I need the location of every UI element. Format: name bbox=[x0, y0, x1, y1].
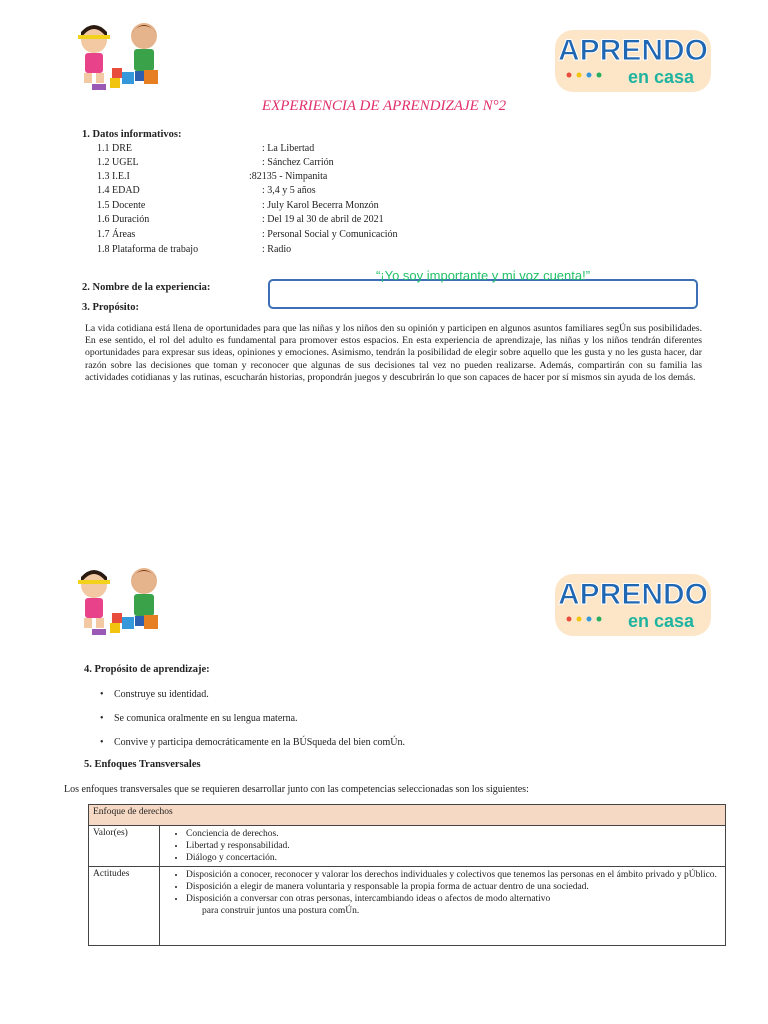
datos-value: : Del 19 al 30 de abril de 2021 bbox=[262, 214, 384, 225]
datos-row bbox=[97, 157, 457, 171]
proposito-paragraph: La vida cotidiana está llena de oportunidades para que las niñas y los niños den su opinión y participen en algunos asuntos familiares segÚn sus posibilidades. En ese sentido, el rol del adulto es fundamental para promover estos espacios. En esta experiencia de aprendizaje, las niñas y los niños tendrán diferentes oportunidades para expresar sus ideas, opiniones y emociones. Asimismo, tendrán la posibilidad de elegir sobre aquello que les gusta y no les gusta hacer, dar razón sobre las decisiones que toman y reconocer que algunas de sus decisiones tal vez no pueden realizarse. Además, compartirán con su familia las actividades cotidianas y las rutinas, escucharán historias, propondrán juegos y descubrirán lo que son capaces de hacer por sí mismos sin ayuda de los demás. bbox=[85, 323, 702, 383]
table-header-cell: Enfoque de derechos bbox=[89, 805, 726, 826]
table-row bbox=[89, 805, 726, 826]
aprendo-en-casa-logo bbox=[553, 28, 713, 94]
datos-key: 1.2 UGEL bbox=[97, 157, 139, 168]
list-item-text: Convive y participa democráticamente en la BÚSqueda del bien comÚn. bbox=[114, 737, 406, 748]
datos-row bbox=[97, 200, 457, 214]
datos-value: : Personal Social y Comunicación bbox=[262, 229, 398, 240]
list-item-text: Construye su identidad. bbox=[114, 689, 209, 700]
list-item: • Construye su identidad. bbox=[100, 689, 209, 700]
enfoques-intro: Los enfoques transversales que se requieren desarrollar junto con las competencias seleccionadas son los siguientes: bbox=[64, 784, 529, 795]
datos-row bbox=[97, 214, 457, 228]
list-item: • Diálogo y concertación. bbox=[186, 852, 721, 864]
datos-key: 1.1 DRE bbox=[97, 143, 132, 154]
datos-row bbox=[97, 244, 457, 258]
datos-key: 1.3 I.E.I bbox=[97, 171, 130, 182]
datos-row bbox=[97, 229, 457, 243]
datos-key: 1.8 Plataforma de trabajo bbox=[97, 244, 199, 255]
kids-illustration bbox=[72, 563, 172, 643]
logo-word-en-casa: en casa bbox=[627, 67, 695, 87]
datos-value: : Radio bbox=[262, 244, 292, 255]
datos-key: 1.6 Duración bbox=[97, 214, 150, 225]
datos-value: :82135 - Nimpanita bbox=[249, 171, 328, 182]
list-item-text: Se comunica oralmente en su lengua materna. bbox=[114, 713, 298, 724]
enfoques-heading: 5. Enfoques Transversales bbox=[84, 759, 201, 770]
page-title: EXPERIENCIA DE APRENDIZAJE N°2 bbox=[261, 98, 507, 114]
enfoques-table bbox=[88, 804, 726, 946]
valores-label: Valor(es) bbox=[89, 826, 160, 867]
datos-heading: 1. Datos informativos: bbox=[82, 129, 182, 140]
logo-word-aprendo: APRENDO bbox=[557, 578, 709, 611]
datos-row bbox=[97, 185, 457, 199]
datos-row bbox=[97, 143, 457, 157]
datos-value: : Sánchez Carrión bbox=[262, 157, 334, 168]
table-row bbox=[89, 826, 726, 867]
valores-cell bbox=[160, 826, 726, 867]
experiencia-name: “¡Yo soy importante y mi voz cuenta!” bbox=[375, 268, 591, 283]
table-row bbox=[89, 867, 726, 946]
actitudes-cell bbox=[160, 867, 726, 946]
aprendizaje-heading: 4. Propósito de aprendizaje: bbox=[84, 664, 210, 675]
datos-key: 1.4 EDAD bbox=[97, 185, 140, 196]
actitudes-continuation: para construir juntos una postura comÚn. bbox=[202, 906, 360, 916]
datos-row bbox=[97, 171, 457, 185]
aprendo-en-casa-logo bbox=[553, 572, 713, 638]
list-item: • Disposición a conocer, reconocer y valorar los derechos individuales y colectivos que tenemos las personas en el ámbito privado y pÚblico. bbox=[186, 869, 721, 881]
list-item: • Libertad y responsabilidad. bbox=[186, 840, 721, 852]
actitudes-label: Actitudes bbox=[89, 867, 160, 946]
experiencia-name-box bbox=[268, 279, 698, 309]
list-item: • Convive y participa democráticamente en la BÚSqueda del bien comÚn. bbox=[100, 737, 406, 748]
datos-value: : 3,4 y 5 años bbox=[262, 185, 316, 196]
logo-word-en-casa: en casa bbox=[627, 611, 695, 631]
experiencia-heading: 2. Nombre de la experiencia: bbox=[82, 282, 211, 293]
kids-illustration bbox=[72, 18, 172, 98]
list-item: • Conciencia de derechos. bbox=[186, 828, 721, 840]
list-item: • Se comunica oralmente en su lengua materna. bbox=[100, 713, 298, 724]
proposito-heading: 3. Propósito: bbox=[82, 302, 139, 313]
datos-value: : July Karol Becerra Monzón bbox=[262, 200, 379, 211]
datos-key: 1.5 Docente bbox=[97, 200, 146, 211]
datos-key: 1.7 Áreas bbox=[97, 229, 136, 240]
list-item: • Disposición a elegir de manera voluntaria y responsable la propia forma de actuar dentro de una sociedad. bbox=[186, 881, 721, 893]
list-item: • Disposición a conversar con otras personas, intercambiando ideas o afectos de modo alternativo bbox=[186, 893, 721, 905]
datos-value: : La Libertad bbox=[262, 143, 315, 154]
logo-word-aprendo: APRENDO bbox=[557, 34, 709, 67]
